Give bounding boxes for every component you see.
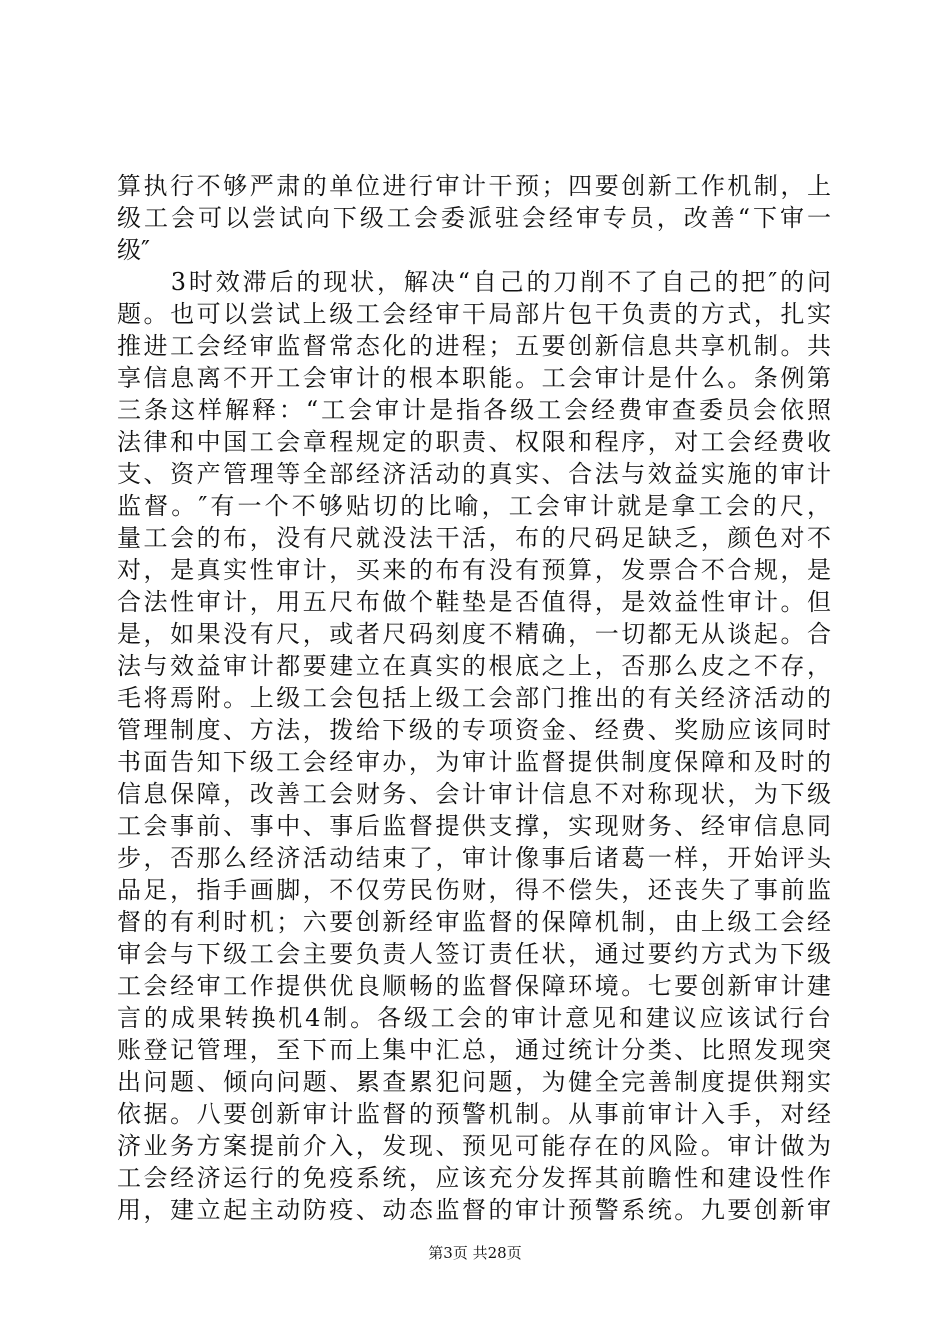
text-line: 推进工会经审监督常态化的进程；五要创新信息共享机制。共	[117, 332, 831, 360]
text-line: 信息保障，改善工会财务、会计审计信息不对称现状，为下级	[117, 780, 831, 808]
text-line: 督的有利时机；六要创新经审监督的保障机制，由上级工会经	[117, 908, 831, 936]
text-line: 合法性审计，用五尺布做个鞋垫是否值得，是效益性审计。但	[117, 588, 831, 616]
text-line: 享信息离不开工会审计的根本职能。工会审计是什么。条例第	[117, 364, 831, 392]
text-line: 量工会的布，没有尺就没法干活，布的尺码足缺乏，颜色对不	[117, 524, 831, 552]
text-line: 审会与下级工会主要负责人签订责任状，通过要约方式为下级	[117, 940, 831, 968]
text-line: 题。也可以尝试上级工会经审干局部片包干负责的方式，扎实	[117, 300, 831, 328]
text-line: 书面告知下级工会经审办，为审计监督提供制度保障和及时的	[117, 748, 831, 776]
text-line: 是，如果没有尺，或者尺码刻度不精确，一切都无从谈起。合	[117, 620, 831, 648]
text-line: 品足，指手画脚，不仅劳民伤财，得不偿失，还丧失了事前监	[117, 876, 831, 904]
text-line: 毛将焉附。上级工会包括上级工会部门推出的有关经济活动的	[117, 684, 831, 712]
text-line: 法与效益审计都要建立在真实的根底之上，否那么皮之不存，	[117, 652, 831, 680]
text-line: 三条这样解释：“工会审计是指各级工会经费审查委员会依照	[117, 396, 831, 424]
text-line: 监督。″有一个不够贴切的比喻，工会审计就是拿工会的尺，	[117, 492, 831, 520]
text-line: 用，建立起主动防疫、动态监督的审计预警系统。九要创新审	[117, 1196, 831, 1224]
page-footer: 第3页 共28页	[428, 1244, 522, 1262]
text-line: 支、资产管理等全部经济活动的真实、合法与效益实施的审计	[117, 460, 831, 488]
text-line: 算执行不够严肃的单位进行审计干预；四要创新工作机制，上	[117, 172, 831, 200]
text-line: 对，是真实性审计，买来的布有没有预算，发票合不合规，是	[117, 556, 831, 584]
text-line: 法律和中国工会章程规定的职责、权限和程序，对工会经费收	[117, 428, 831, 456]
text-line: 管理制度、方法，拨给下级的专项资金、经费、奖励应该同时	[117, 716, 831, 744]
text-line: 3时效滞后的现状，解决“自己的刀削不了自己的把″的问	[117, 268, 831, 296]
text-line: 依据。八要创新审计监督的预警机制。从事前审计入手，对经	[117, 1100, 831, 1128]
text-line: 级″	[117, 236, 150, 264]
text-line: 工会经济运行的免疫系统，应该充分发挥其前瞻性和建设性作	[117, 1164, 831, 1192]
text-line: 出问题、倾向问题、累查累犯问题，为健全完善制度提供翔实	[117, 1068, 831, 1096]
text-line: 工会事前、事中、事后监督提供支撑，实现财务、经审信息同	[117, 812, 831, 840]
body-text	[117, 170, 831, 1226]
text-line: 账登记管理，至下而上集中汇总，通过统计分类、比照发现突	[117, 1036, 831, 1064]
text-line: 济业务方案提前介入，发现、预见可能存在的风险。审计做为	[117, 1132, 831, 1160]
text-line: 步，否那么经济活动结束了，审计像事后诸葛一样，开始评头	[117, 844, 831, 872]
text-line: 言的成果转换机4制。各级工会的审计意见和建议应该试行台	[117, 1004, 831, 1032]
text-line: 工会经审工作提供优良顺畅的监督保障环境。七要创新审计建	[117, 972, 831, 1000]
text-line: 级工会可以尝试向下级工会委派驻会经审专员，改善“下审一	[117, 204, 831, 232]
